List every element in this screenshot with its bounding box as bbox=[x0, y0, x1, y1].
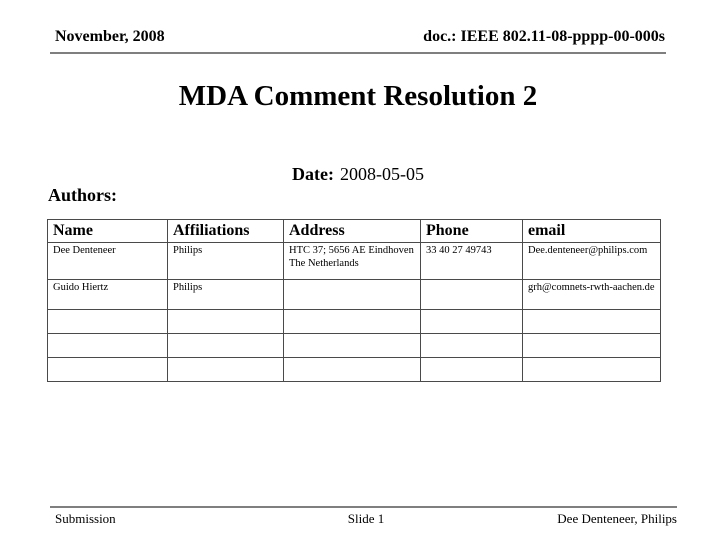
cell-phone bbox=[421, 280, 523, 310]
cell-address bbox=[284, 280, 421, 310]
authors-label: Authors: bbox=[48, 185, 118, 205]
table-row bbox=[48, 358, 661, 382]
cell-email bbox=[523, 310, 661, 334]
slide-footer bbox=[55, 511, 677, 527]
cell-phone: 33 40 27 49743 bbox=[421, 243, 523, 280]
cell-phone bbox=[421, 358, 523, 382]
cell-address bbox=[284, 310, 421, 334]
cell-phone bbox=[421, 334, 523, 358]
date-line bbox=[0, 164, 716, 185]
cell-name: Dee Denteneer bbox=[48, 243, 168, 280]
cell-affiliation bbox=[168, 334, 284, 358]
cell-name bbox=[48, 310, 168, 334]
cell-email: grh@comnets-rwth-aachen.de bbox=[523, 280, 661, 310]
cell-name bbox=[48, 334, 168, 358]
footer-submission: Submission bbox=[55, 511, 116, 526]
header-date: November, 2008 bbox=[55, 28, 165, 45]
header-cell-address: Address bbox=[284, 220, 421, 243]
page-title: MDA Comment Resolution 2 bbox=[178, 80, 538, 112]
table-row bbox=[48, 334, 661, 358]
table-header-row bbox=[48, 220, 661, 243]
header-doc-number: doc.: IEEE 802.11-08-pppp-00-000s bbox=[423, 28, 665, 45]
slide-header bbox=[55, 28, 665, 46]
header-cell-email: email bbox=[523, 220, 661, 243]
footer-divider bbox=[50, 506, 677, 508]
header-cell-name: Name bbox=[48, 220, 168, 243]
header-cell-phone: Phone bbox=[421, 220, 523, 243]
cell-email bbox=[523, 358, 661, 382]
cell-affiliation bbox=[168, 310, 284, 334]
header-divider bbox=[50, 52, 666, 54]
table-row bbox=[48, 280, 661, 310]
header-cell-affiliations: Affiliations bbox=[168, 220, 284, 243]
footer-slide-number: Slide 1 bbox=[347, 511, 385, 526]
cell-name bbox=[48, 358, 168, 382]
table-row bbox=[48, 310, 661, 334]
table-row bbox=[48, 243, 661, 280]
cell-email: Dee.denteneer@philips.com bbox=[523, 243, 661, 280]
date-value: 2008-05-05 bbox=[339, 164, 424, 184]
footer-author: Dee Denteneer, Philips bbox=[557, 511, 677, 526]
date-label: Date: bbox=[292, 164, 334, 184]
cell-address bbox=[284, 358, 421, 382]
cell-email bbox=[523, 334, 661, 358]
cell-address bbox=[284, 334, 421, 358]
cell-phone bbox=[421, 310, 523, 334]
cell-address: HTC 37; 5656 AE Eindhoven The Netherlands bbox=[284, 243, 421, 280]
authors-table bbox=[47, 219, 661, 382]
cell-affiliation: Philips bbox=[168, 243, 284, 280]
cell-affiliation bbox=[168, 358, 284, 382]
cell-name: Guido Hiertz bbox=[48, 280, 168, 310]
cell-affiliation: Philips bbox=[168, 280, 284, 310]
